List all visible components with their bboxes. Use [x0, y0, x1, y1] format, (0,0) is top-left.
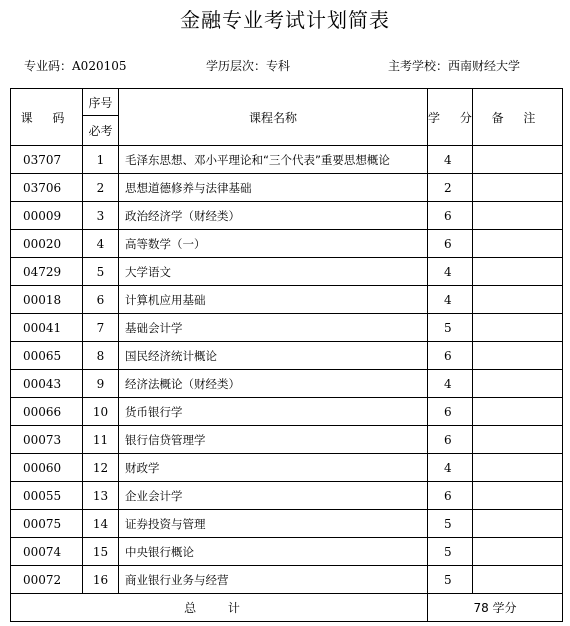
seq-cell: 11 [83, 426, 119, 454]
major-code-value: A020105 [72, 59, 127, 73]
course-name-cell: 政治经济学（财经类） [119, 202, 428, 230]
credit-cell: 6 [428, 202, 473, 230]
table-row [11, 426, 563, 454]
credit-cell: 6 [428, 398, 473, 426]
header-credit: 学 分 [428, 89, 473, 146]
course-name-cell: 货币银行学 [119, 398, 428, 426]
table-header-row [11, 89, 563, 116]
course-name-cell: 毛泽东思想、邓小平理论和“三个代表”重要思想概论 [119, 146, 428, 174]
seq-cell: 5 [83, 258, 119, 286]
note-cell [473, 230, 563, 258]
course-code-cell: 00018 [11, 286, 83, 314]
note-cell [473, 538, 563, 566]
total-value: 78 学分 [428, 594, 563, 622]
course-code-cell: 00041 [11, 314, 83, 342]
course-code-cell: 00073 [11, 426, 83, 454]
course-name-cell: 大学语文 [119, 258, 428, 286]
table-row [11, 202, 563, 230]
note-cell [473, 398, 563, 426]
course-code-cell: 00074 [11, 538, 83, 566]
credit-cell: 4 [428, 370, 473, 398]
seq-cell: 2 [83, 174, 119, 202]
seq-cell: 4 [83, 230, 119, 258]
credit-cell: 5 [428, 314, 473, 342]
course-name-cell: 经济法概论（财经类） [119, 370, 428, 398]
course-name-cell: 财政学 [119, 454, 428, 482]
course-code-cell: 00075 [11, 510, 83, 538]
course-name-cell: 中央银行概论 [119, 538, 428, 566]
seq-cell: 7 [83, 314, 119, 342]
credit-cell: 4 [428, 258, 473, 286]
table-row [11, 314, 563, 342]
table-row [11, 146, 563, 174]
table-row [11, 342, 563, 370]
credit-cell: 4 [428, 286, 473, 314]
school-label: 主考学校： [388, 59, 449, 73]
credit-cell: 5 [428, 510, 473, 538]
note-cell [473, 454, 563, 482]
school-info [388, 56, 520, 76]
credit-cell: 6 [428, 482, 473, 510]
note-cell [473, 510, 563, 538]
table-row [11, 454, 563, 482]
credit-cell: 5 [428, 566, 473, 594]
course-code-cell: 00060 [11, 454, 83, 482]
course-name-cell: 思想道德修养与法律基础 [119, 174, 428, 202]
credit-cell: 4 [428, 146, 473, 174]
table-row [11, 230, 563, 258]
course-code-cell: 04729 [11, 258, 83, 286]
note-cell [473, 202, 563, 230]
school-value: 西南财经大学 [448, 59, 521, 73]
credit-cell: 2 [428, 174, 473, 202]
course-name-cell: 证券投资与管理 [119, 510, 428, 538]
seq-cell: 15 [83, 538, 119, 566]
course-code-cell: 00055 [11, 482, 83, 510]
education-level-label: 学历层次： [206, 59, 267, 73]
note-cell [473, 370, 563, 398]
seq-cell: 14 [83, 510, 119, 538]
course-name-cell: 基础会计学 [119, 314, 428, 342]
header-required: 必考 [83, 116, 119, 146]
table-row [11, 510, 563, 538]
course-code-cell: 03707 [11, 146, 83, 174]
note-cell [473, 286, 563, 314]
note-cell [473, 146, 563, 174]
seq-cell: 10 [83, 398, 119, 426]
credit-cell: 5 [428, 538, 473, 566]
course-code-cell: 00072 [11, 566, 83, 594]
course-name-cell: 高等数学（一） [119, 230, 428, 258]
table-row [11, 258, 563, 286]
seq-cell: 16 [83, 566, 119, 594]
education-level-info [206, 56, 290, 76]
header-course-name: 课程名称 [119, 89, 428, 146]
major-code-label: 专业码： [24, 59, 73, 73]
table-row [11, 566, 563, 594]
note-cell [473, 566, 563, 594]
note-cell [473, 342, 563, 370]
seq-cell: 12 [83, 454, 119, 482]
table-row [11, 398, 563, 426]
credit-cell: 6 [428, 426, 473, 454]
seq-cell: 13 [83, 482, 119, 510]
credit-cell: 6 [428, 230, 473, 258]
seq-cell: 6 [83, 286, 119, 314]
header-course-code: 课 码 [11, 89, 83, 146]
course-code-cell: 03706 [11, 174, 83, 202]
seq-cell: 1 [83, 146, 119, 174]
total-row [11, 594, 563, 622]
course-name-cell: 国民经济统计概论 [119, 342, 428, 370]
seq-cell: 8 [83, 342, 119, 370]
note-cell [473, 174, 563, 202]
major-code-info [24, 56, 127, 76]
credit-cell: 6 [428, 342, 473, 370]
course-name-cell: 银行信贷管理学 [119, 426, 428, 454]
note-cell [473, 426, 563, 454]
course-name-cell: 计算机应用基础 [119, 286, 428, 314]
course-code-cell: 00009 [11, 202, 83, 230]
course-name-cell: 企业会计学 [119, 482, 428, 510]
header-note: 备 注 [473, 89, 563, 146]
header-seq: 序号 [83, 89, 119, 116]
table-row [11, 174, 563, 202]
credit-cell: 4 [428, 454, 473, 482]
table-row [11, 482, 563, 510]
total-label: 总 计 [11, 594, 428, 622]
education-level-value: 专科 [266, 59, 291, 73]
course-code-cell: 00066 [11, 398, 83, 426]
note-cell [473, 258, 563, 286]
note-cell [473, 314, 563, 342]
exam-plan-table [10, 88, 563, 622]
seq-cell: 9 [83, 370, 119, 398]
table-row [11, 538, 563, 566]
course-code-cell: 00065 [11, 342, 83, 370]
page-title: 金融专业考试计划简表 [180, 8, 390, 32]
note-cell [473, 482, 563, 510]
table-row [11, 370, 563, 398]
table-row [11, 286, 563, 314]
course-name-cell: 商业银行业务与经营 [119, 566, 428, 594]
course-code-cell: 00020 [11, 230, 83, 258]
seq-cell: 3 [83, 202, 119, 230]
course-code-cell: 00043 [11, 370, 83, 398]
